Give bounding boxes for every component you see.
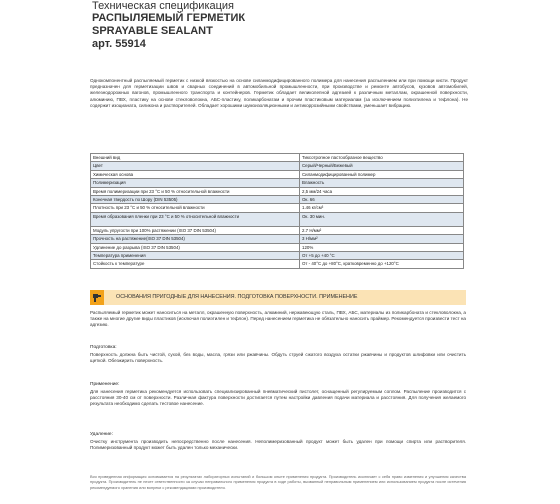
- footer-disclaimer: Вся приведенная информация основывается на результатах лабораторных испытаний и большом опыте применения продукта. Производитель исключает с себя право изменения и улучшения качества продукта. Производитель не несет ответственности за случаи неправильного применения продукта в ходе работы, вызванный неправильным применением или использованием продукта после истечения рекомендуемого хранения или вопреки с рекомендациями производителя.: [90, 474, 466, 490]
- property-value: 2,5 мм/24 часа: [300, 187, 464, 195]
- product-name-ru: РАСПЫЛЯЕМЫЙ ГЕРМЕТИК: [92, 12, 246, 24]
- prep-paragraph: Поверхность должна быть чистой, сухой, без воды, масла, грязи или ржавчины. Обдуть струей сжатого воздуха остатки ржавчины и продуктов шлифовки или очистить щеткой. Обезжирить поверхность.: [90, 352, 466, 364]
- properties-table: [90, 153, 464, 269]
- property-value: Влажность: [300, 179, 464, 187]
- property-value: 120%: [300, 243, 464, 251]
- table-row: [91, 212, 464, 226]
- property-key: Конечная твердость по Шору (DIN 53505): [91, 195, 300, 203]
- property-value: От - 40°C до +80°C, кратковременно до +120°C: [300, 260, 464, 268]
- property-value: Серый/Черный/Бежевый: [300, 162, 464, 170]
- property-value: Ок. 66: [300, 195, 464, 203]
- property-key: Модуль упругости при 100% растяжении (ISO 37 DIN 53504): [91, 226, 300, 234]
- application-heading: Применение:: [90, 382, 120, 387]
- property-value: 3 Н/мм²: [300, 235, 464, 243]
- property-key: Внешний вид: [91, 154, 300, 162]
- section-bar-title: ОСНОВАНИЯ ПРИГОДНЫЕ ДЛЯ НАНЕСЕНИЯ. ПОДГОТОВКА ПОВЕРХНОСТИ. ПРИМЕНЕНИЕ: [116, 294, 358, 300]
- table-row: [91, 226, 464, 234]
- property-key: Полимеризация: [91, 179, 300, 187]
- application-icon: [90, 290, 104, 305]
- property-value: Тиксотропное пастообразное вещество: [300, 154, 464, 162]
- table-row: [91, 251, 464, 259]
- property-value: 1.46 кг/см³: [300, 204, 464, 212]
- removal-paragraph: Очистку инструмента производить непосредственно после нанесения. Неполимеризованный продукт может быть удален при помощи спирта или растворителя. Полимеризованный продукт может быть удален только механически.: [90, 439, 466, 451]
- property-key: Время полимеризации при 23 °C и 50 % относительной влажности: [91, 187, 300, 195]
- property-key: Химическая основа: [91, 170, 300, 178]
- table-row: [91, 162, 464, 170]
- table-row: [91, 243, 464, 251]
- article-number: арт. 55914: [92, 38, 146, 50]
- removal-heading: Удаление:: [90, 432, 113, 437]
- document-header: [92, 0, 245, 51]
- property-key: Температура применения: [91, 251, 300, 259]
- table-row: [91, 235, 464, 243]
- property-key: Плотность при 23 °C и 50 % относительной влажности: [91, 204, 300, 212]
- table-row: [91, 179, 464, 187]
- property-value: 2.7 Н/мм²: [300, 226, 464, 234]
- property-value: От +5 до +40 °C: [300, 251, 464, 259]
- property-key: Цвет: [91, 162, 300, 170]
- substrates-paragraph: Распыляемый герметик может наноситься на металл, окрашенную поверхность, алюминий, нержавеющую сталь, ПВХ, АБС, материалы из поликарбоната и стекловолокна, а также на многие другие виды пластиков (исключая полиэтилен и тефлон). Перед нанесением герметика не обязательно наносить праймер. Рекомендуется произвести тест на адгезию.: [90, 310, 466, 328]
- property-value: Ок. 30 мин.: [300, 212, 464, 226]
- table-row: [91, 195, 464, 203]
- table-row: [91, 154, 464, 162]
- property-key: Время образования пленки при 23 °C и 50 % относительной влажности: [91, 212, 300, 226]
- intro-paragraph: Однокомпонентный распыляемый герметик с низкой вязкостью на основе силанмодифицированного полимера для нанесения распылением или при помощи кисти. Продукт предназначен для герметизации швов и сварных соединений в автомобильной промышленности, при производстве и ремонте автобусов, кузовов автомобилей, железнодорожных вагонов, промышленного транспорта и контейнеров. Герметик обладает великолепной адгезией к различным металлам, окрашенной поверхности, алюминию, ПВХ, пластику на основе стекловолокна, АБС-пластику, поликарбонатам и прочим пластиковым материалам (за исключением полиэтилена и тефлона). Не содержит изоцианата, силикона и растворителей. Обладает хорошими шумоизоляционными и антикоррозийными свойствами, уменьшает вибрацию.: [90, 78, 468, 108]
- property-value: Силанмодифицированный полимер: [300, 170, 464, 178]
- section-bar: [90, 290, 466, 305]
- application-paragraph: Для нанесения герметика рекомендуется использовать специализированный пневматический пистолет, оснащенный регулируемым соплом. Распыление производится с расстояния 30-40 см от поверхности. Различная фактура поверхности достигается путем настройки давления подачи материала и расстояния. Для получения желаемого результата необходимо сделать тестовое нанесение.: [90, 389, 466, 407]
- property-key: Прочность на растяжение(ISO 37 DIN 53504): [91, 235, 300, 243]
- prep-heading: Подготовка:: [90, 345, 117, 350]
- table-row: [91, 187, 464, 195]
- document-title: Техническая спецификация: [92, 0, 235, 12]
- property-key: Удлинение до разрыва (ISO 37 DIN 53504): [91, 243, 300, 251]
- table-row: [91, 170, 464, 178]
- table-row: [91, 260, 464, 268]
- table-row: [91, 204, 464, 212]
- property-key: Стойкость к температуре: [91, 260, 300, 268]
- product-name-en: SPRAYABLE SEALANT: [92, 25, 213, 37]
